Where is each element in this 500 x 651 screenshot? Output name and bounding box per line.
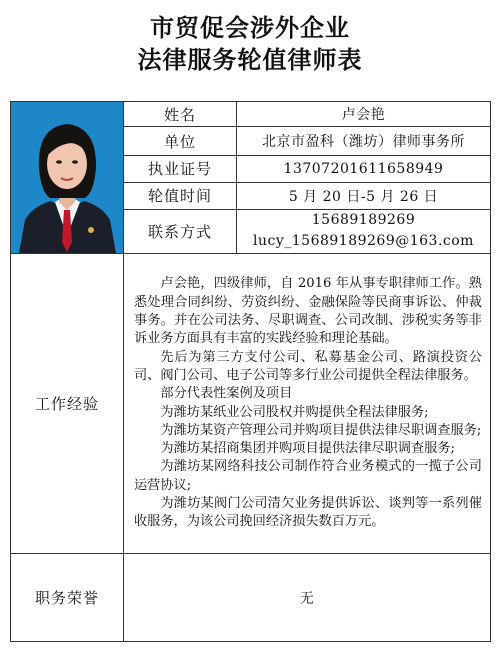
contact-value: [237, 209, 491, 253]
experience-paragraph: 为潍坊某阀门公司清欠业务提供诉讼、谈判等一系列催收服务，为该公司挽回经济损失数百万元。: [134, 495, 482, 530]
experience-paragraph: 先后为第三方支付公司、私募基金公司、路演投资公司、阀门公司、电子公司等多行业公司提供全程法律服务。: [134, 349, 482, 383]
experience-paragraph: 为潍坊某网络科技公司制作符合业务模式的一揽子公司运营协议;: [134, 459, 482, 493]
experience-paragraph: 为潍坊某资产管理公司并购项目提供法律尽职调查服务;: [160, 422, 482, 438]
contact-email: lucy_15689189269@163.com: [253, 233, 474, 250]
firm-label: 单位: [124, 127, 237, 156]
license-label: 执业证号: [124, 156, 237, 182]
lawyer-info-table: [10, 101, 491, 642]
experience-label: 工作经验: [11, 254, 124, 554]
firm-value: 北京市盈科（潍坊）律师事务所: [237, 127, 491, 156]
portrait-photo: [11, 102, 123, 253]
name-value: 卢会艳: [237, 102, 491, 127]
page-title-line1: 市贸促会涉外企业: [150, 14, 350, 42]
page-title-line2: 法律服务轮值律师表: [137, 46, 363, 74]
experience-paragraph: 卢会艳，四级律师，自 2016 年从事专职律师工作。熟悉处理合同纠纷、劳资纠纷、金融保险等民商事诉讼、仲裁事务。并在公司法务、尽职调查、公司改制、涉税实务等非诉业务方面具有丰富的实践经验和理论基础。: [134, 276, 482, 347]
portrait-cell: [11, 102, 124, 254]
experience-paragraph: 为潍坊某招商集团并购项目提供法律尽职调查服务;: [160, 441, 455, 457]
duty-time-value: 5 月 20 日-5 月 26 日: [237, 182, 491, 209]
license-value: 13707201611658949: [237, 156, 491, 182]
honors-value: 无: [124, 554, 491, 642]
name-label: 姓名: [124, 102, 237, 127]
experience-paragraph: 为潍坊某纸业公司股权并购提供全程法律服务;: [160, 404, 429, 420]
contact-phone: 15689189269: [311, 212, 416, 229]
contact-label: 联系方式: [124, 209, 237, 253]
duty-time-label: 轮值时间: [124, 182, 237, 209]
experience-content: [124, 254, 491, 554]
honors-label: 职务荣誉: [11, 554, 124, 642]
portrait-image: [11, 102, 123, 253]
experience-paragraph: 部分代表性案例及项目: [160, 386, 293, 402]
